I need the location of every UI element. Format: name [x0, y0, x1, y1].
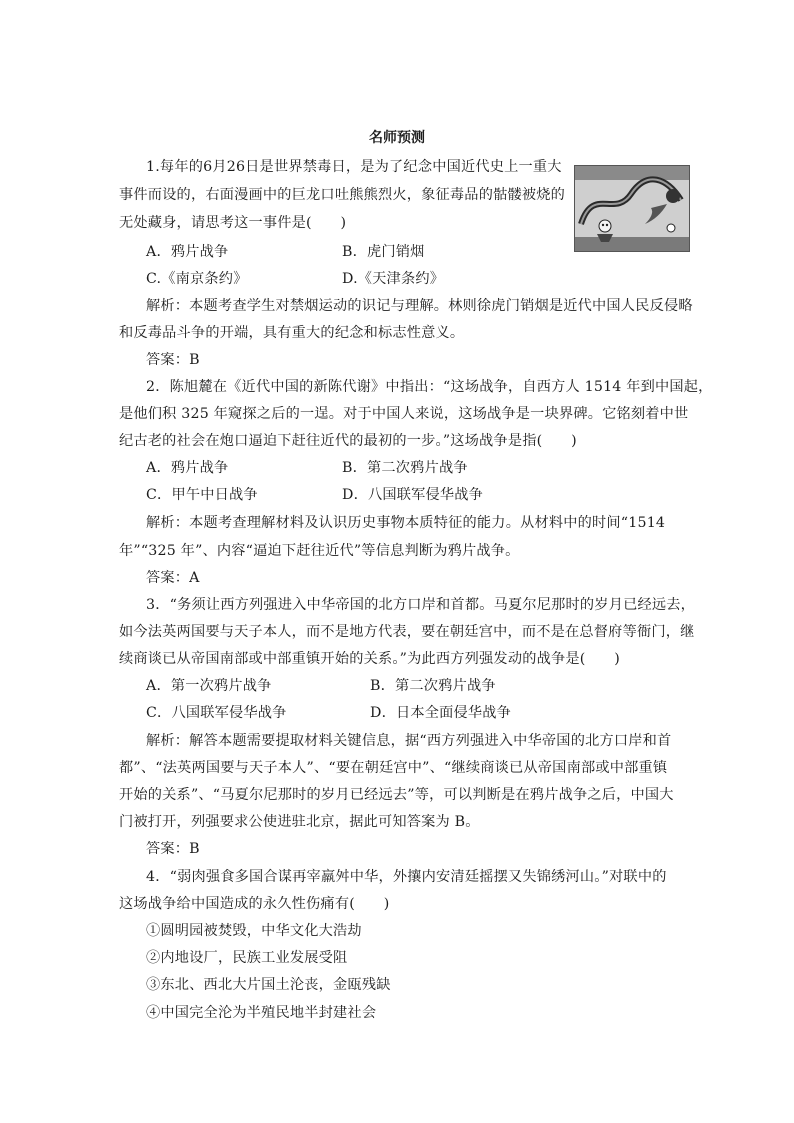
q3-option-b: B．第二次鸦片战争 — [370, 678, 496, 694]
q4-line-2: 这场战争给中国造成的永久性伤痛有( ) — [119, 896, 390, 912]
q3-analysis-line-3: 开始的关系”、“马夏尔尼那时的岁月已经远去”等，可以判断是在鸦片战争之后，中国大 — [119, 787, 674, 803]
q3-option-c: C．八国联军侵华战争 — [146, 705, 287, 721]
q2-analysis-line-1: 解析：本题考查理解材料及认识历史事物本质特征的能力。从材料中的时间“1514 — [146, 515, 666, 531]
q3-option-a: A．第一次鸦片战争 — [146, 678, 272, 694]
q2-line-2: 是他们积 325 年窥探之后的一逞。对于中国人来说，这场战争是一块界碑。它铭刻着中世 — [119, 406, 689, 422]
q2-option-c: C．甲午中日战争 — [146, 487, 258, 503]
q1-option-a: A．鸦片战争 — [146, 244, 229, 260]
q1-line-1: 1.每年的6月26日是世界禁毒日，是为了纪念中国近代史上一重大 — [146, 159, 562, 175]
q3-analysis-line-2: 都”、“法英两国要与天子本人”、“要在朝廷宫中”、“继续商谈已从帝国南部或中部重镇 — [119, 760, 668, 776]
q3-analysis-line-1: 解析：解答本题需要提取材料关键信息，据“西方列强进入中华帝国的北方口岸和首 — [146, 733, 672, 749]
q1-analysis-line-1: 解析：本题考查学生对禁烟运动的识记与理解。林则徐虎门销烟是近代中国人民反侵略 — [146, 298, 693, 314]
q2-option-d: D．八国联军侵华战争 — [342, 487, 484, 503]
q4-item-2: ②内地设厂，民族工业发展受阻 — [146, 950, 348, 966]
q2-answer: 答案：A — [146, 570, 200, 586]
q1-line-3: 无处藏身，请思考这一事件是( ) — [119, 215, 347, 231]
q2-option-a: A．鸦片战争 — [146, 460, 229, 476]
q2-analysis-line-2: 年”“325 年”、内容“逼迫下赶往近代”等信息判断为鸦片战争。 — [119, 543, 520, 559]
section-title: 名师预测 — [369, 130, 425, 146]
dragon-cartoon-icon — [575, 166, 689, 251]
q4-line-1: 4．“弱肉强食多国合谋再宰羸舛中华，外攘内安清廷摇摆又失锦绣河山。”对联中的 — [146, 869, 667, 885]
q3-analysis-line-4: 门被打开，列强要求公使进驻北京，据此可知答案为 B。 — [119, 814, 480, 830]
q4-item-3: ③东北、西北大片国土沦丧，金瓯残缺 — [146, 977, 391, 993]
q1-line-2: 事件而设的，右面漫画中的巨龙口吐熊熊烈火，象征毒品的骷髅被烧的 — [119, 187, 566, 203]
q1-option-d: D.《天津条约》 — [342, 271, 445, 287]
dragon-illustration — [574, 165, 690, 252]
q3-answer: 答案：B — [146, 841, 200, 857]
q4-item-1: ①圆明园被焚毁，中华文化大浩劫 — [146, 923, 362, 939]
q2-line-1: 2．陈旭麓在《近代中国的新陈代谢》中指出：“这场战争，自西方人 1514 年到中国起， — [146, 379, 713, 395]
q1-option-b: B．虎门销烟 — [342, 244, 425, 260]
q1-option-c: C.《南京条约》 — [146, 271, 248, 287]
q2-option-b: B．第二次鸦片战争 — [342, 460, 468, 476]
q4-item-4: ④中国完全沦为半殖民地半封建社会 — [146, 1005, 377, 1021]
q3-option-d: D．日本全面侵华战争 — [370, 705, 512, 721]
q2-line-3: 纪古老的社会在炮口逼迫下赶往近代的最初的一步。”这场战争是指( ) — [119, 433, 577, 449]
q1-analysis-line-2: 和反毒品斗争的开端，具有重大的纪念和标志性意义。 — [119, 325, 465, 341]
q3-line-3: 续商谈已从帝国南部或中部重镇开始的关系。”为此西方列强发动的战争是( ) — [119, 651, 621, 667]
q3-line-1: 3．“务须让西方列强进入中华帝国的北方口岸和首都。马夏尔尼那时的岁月已经远去， — [146, 597, 696, 613]
q1-answer: 答案：B — [146, 352, 200, 368]
q3-line-2: 如今法英两国要与天子本人，而不是地方代表，要在朝廷宫中，而不是在总督府等衙门，继 — [119, 624, 695, 640]
